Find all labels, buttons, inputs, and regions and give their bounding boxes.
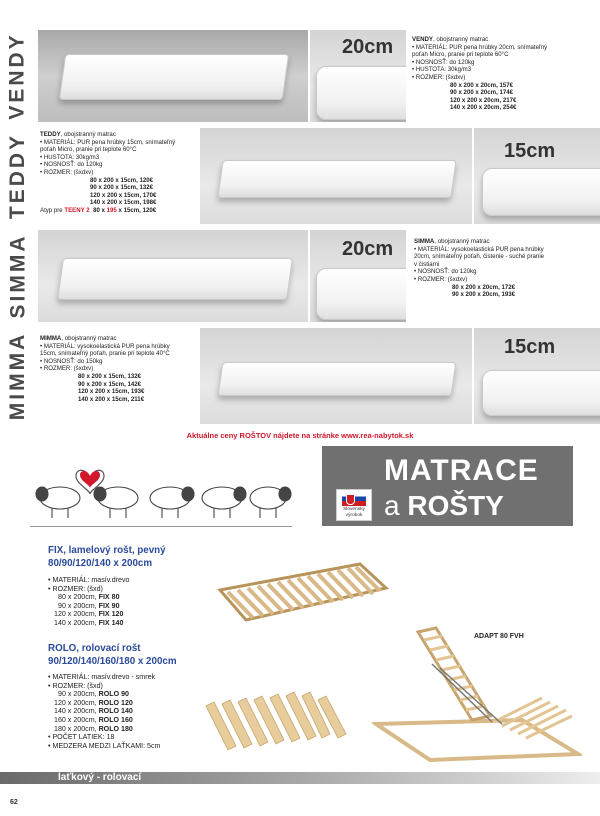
fix-heading: FIX, lamelový rošt, pevný 80/90/120/140 x 200cm [48,545,166,569]
size-row: 90 x 200 x 20cm, 193€ [452,291,516,299]
size-row: 120 x 200 x 15cm, 193€ [78,388,145,396]
rolo-frame-image [196,686,356,756]
divider [30,526,292,527]
size-row: 90 x 200 x 20cm, 174€ [450,89,514,97]
sheep-illustration [30,452,292,528]
size-row: 140 x 200cm, ROLO 140 [54,707,133,716]
page-number: 62 [10,799,18,806]
sheep-icon-3 [150,487,194,518]
teddy-label: TEDDY [6,132,29,220]
simma-photo [38,230,308,322]
size-row: 80 x 200 x 15cm, 120€ [90,176,154,184]
size-row: 80 x 200 x 15cm, 132€ [78,372,142,380]
slovak-flag-icon [342,492,366,506]
size-row: 80 x 200 x 20cm, 157€ [450,81,514,89]
banner-title: MATRACE [384,454,539,487]
teddy-spec: TEDDY, obojstranný matrac • MATERIÁL: PUR pena hrúbky 15cm, snímateľný poťah Micro, pranie pri teplote 60°C • HUSTOTA: 30kg/m3 • NOSNOSŤ: do 120kg • ROZMER: (šxdxv) 80 x 200 x 15cm, 120€ 90 x 200 x 15cm, 132€ 120 x 200 x 15cm, 170€ 140 x 200 x 15cm, 198€ Atyp pre TEENY 2 80 x 195 x 15cm, 120€ [40,131,198,215]
size-row: 140 x 200 x 15cm, 211€ [78,395,145,403]
fix-spec: • MATERIÁL: masív.drevo • ROZMER: (šxd) 80 x 200cm, FIX 80 90 x 200cm, FIX 90 120 x 200cm, FIX 120 140 x 200cm, FIX 140 [48,576,208,628]
sheep-icon-4 [202,487,246,518]
vendy-label: VENDY [6,32,30,120]
teddy-atyp-row: Atyp pre TEENY 2 80 x 195 x 15cm, 120€ [40,206,157,214]
mimma-thickness: 15cm [504,336,556,358]
simma-label: SIMMA [6,233,29,319]
size-row: 160 x 200cm, ROLO 160 [54,715,133,724]
sheep-icon-1 [36,487,80,518]
size-row: 120 x 200cm, ROLO 120 [54,698,133,707]
footer-bar: laťkový - rolovací [0,772,600,784]
mimma-spec: MIMMA, obojstranný matrac • MATERIÁL: vysokoelastická PUR pena hrúbky 15cm, snímateľný poťah, pranie pri teplote 40°C • NOSNOSŤ: do 150kg • ROZMER: (šxdxv) 80 x 200 x 15cm, 132€ 90 x 200 x 15cm, 142€ 120 x 200 x 15cm, 193€ 140 x 200 x 15cm, 211€ [40,335,198,403]
size-row: 90 x 200 x 15cm, 142€ [78,380,142,388]
simma-spec: SIMMA, obojstranný matrac • MATERIÁL: vysokoelastická PUR pena hrúbky 20cm, snímateľný poťah, čistenie - suché pranie v čistiarni • NOSNOSŤ: do 120kg • ROZMER: (šxdxv) 80 x 200 x 20cm, 172€ 90 x 200 x 20cm, 193€ [414,238,598,299]
size-row: 120 x 200 x 15cm, 170€ [90,191,157,199]
price-note: Aktuálne ceny ROŠTOV nájdete na stránke www.rea-nabytok.sk [186,431,414,440]
rolo-spec: • MATERIÁL: masív.drevo - smrek • ROZMER: (šxd) 90 x 200cm, ROLO 90 120 x 200cm, ROLO 120 140 x 200cm, ROLO 140 160 x 200cm, ROLO 160 180 x 200cm, ROLO 180 • POČET LATIEK: 18 • MEDZERA MEDZI LAŤKAMI: 5cm [48,673,218,750]
size-row: 140 x 200 x 15cm, 198€ [90,199,157,207]
slovak-product-badge: Slovenský výrobok [336,489,372,521]
size-row: 120 x 200 x 20cm, 217€ [450,96,517,104]
mimma-photo [200,328,472,424]
fix-frame-image [210,560,390,630]
banner-subtitle: a ROŠTY [384,490,504,521]
simma-thickness: 20cm [342,238,394,260]
adapt-frame-image [372,624,582,764]
vendy-spec: VENDY, obojstranný matrac • MATERIÁL: PUR pena hrúbky 20cm, snímateľný poťah Micro, pranie pri teplote 60°C • NOSNOSŤ: do 120kg • HUSTOTA: 30kg/m3 • ROZMER: (šxdxv) 80 x 200 x 20cm, 157€ 90 x 200 x 20cm, 174€ 120 x 200 x 20cm, 217€ 140 x 200 x 20cm, 254€ [412,36,598,112]
size-row: 90 x 200cm, ROLO 90 [58,690,129,699]
teddy-thickness: 15cm [504,140,556,162]
size-row: 180 x 200cm, ROLO 180 [54,724,133,733]
size-row: 140 x 200cm, FIX 140 [54,618,124,627]
size-row: 90 x 200cm, FIX 90 [58,601,120,610]
vendy-thickness: 20cm [342,36,394,58]
teddy-photo [200,128,472,224]
vendy-photo [38,30,308,122]
rolo-heading: ROLO, rolovací rošt 90/120/140/160/180 x 200cm [48,643,177,667]
mimma-label: MIMMA [6,331,30,421]
size-row: 140 x 200 x 20cm, 254€ [450,104,517,112]
sheep-icon-2 [94,487,138,518]
size-row: 90 x 200 x 15cm, 132€ [90,184,154,192]
sheep-icon-5 [250,487,291,518]
adapt-label: ADAPT 80 FVH [474,633,524,640]
size-row: 120 x 200cm, FIX 120 [54,610,124,619]
size-row: 80 x 200cm, FIX 80 [58,593,120,602]
size-row: 80 x 200 x 20cm, 172€ [452,283,516,291]
